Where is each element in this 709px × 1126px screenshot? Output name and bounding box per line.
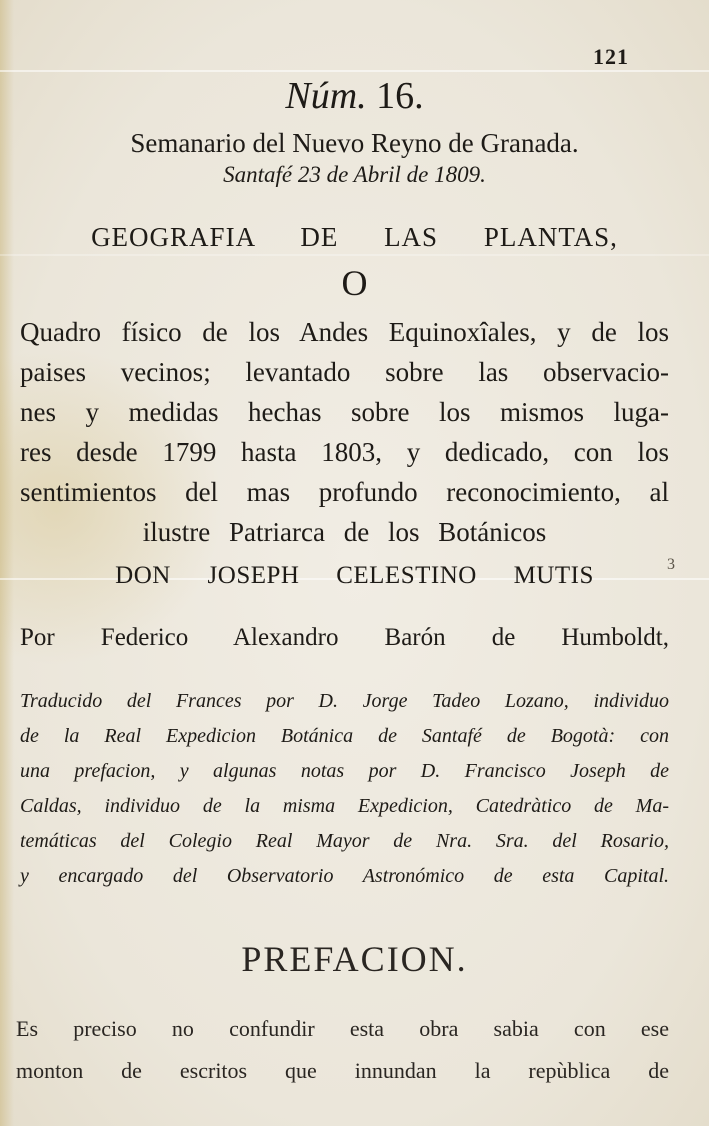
translation-note — [20, 684, 669, 894]
subtitle-line: paises vecinos; levantado sobre las observacio- — [20, 357, 669, 387]
translation-line: y encargado del Observatorio Astronómico de esta Capital. — [20, 865, 669, 887]
dedication-line: ilustre Patriarca de los Botánicos — [142, 517, 547, 547]
paper-crease — [0, 70, 709, 72]
subtitle-line: nes y medidas hechas sobre los mismos luga- — [20, 397, 669, 427]
body-line: Es preciso no confundir esta obra sabia con ese — [16, 1016, 669, 1041]
translation-line: Traducido del Frances por D. Jorge Tadeo Lozano, individuo — [20, 690, 669, 712]
body-line: monton de escritos que innundan la repùblica de — [16, 1058, 669, 1083]
subtitle-line: Quadro físico de los Andes Equinoxîales, y de los — [20, 317, 669, 347]
title-conjunction: O — [341, 263, 368, 303]
subtitle-line: res desde 1799 hasta 1803, y dedicado, con los — [20, 437, 669, 467]
dedicatee-name: DON JOSEPH CELESTINO MUTIS — [115, 562, 594, 589]
dateline: Santafé 23 de Abril de 1809. — [223, 162, 486, 187]
publication-title: Semanario del Nuevo Reyno de Granada. — [130, 128, 579, 158]
subtitle-line: sentimientos del mas profundo reconocimiento, al — [20, 477, 669, 507]
subtitle-block — [20, 312, 669, 552]
issue-number-value: 16. — [376, 75, 424, 117]
paper-crease — [0, 254, 709, 256]
section-heading: PREFACION. — [241, 939, 468, 979]
issue-number — [0, 74, 709, 118]
author-line: Por Federico Alexandro Barón de Humboldt, — [20, 624, 669, 651]
issue-number-label: Núm. — [285, 75, 367, 117]
translation-line: una prefacion, y algunas notas por D. Francisco Joseph de — [20, 760, 669, 782]
margin-mark: 3 — [667, 556, 675, 573]
translation-line: Caldas, individuo de la misma Expedicion, Catedràtico de Ma- — [20, 795, 669, 817]
translation-line: temáticas del Colegio Real Mayor de Nra. Sra. del Rosario, — [20, 830, 669, 852]
translation-line: de la Real Expedicion Botánica de Santafé de Bogotà: con — [20, 725, 669, 747]
article-title: GEOGRAFIA DE LAS PLANTAS, — [91, 222, 618, 252]
body-text — [16, 1008, 669, 1092]
page-number: 121 — [593, 44, 629, 69]
